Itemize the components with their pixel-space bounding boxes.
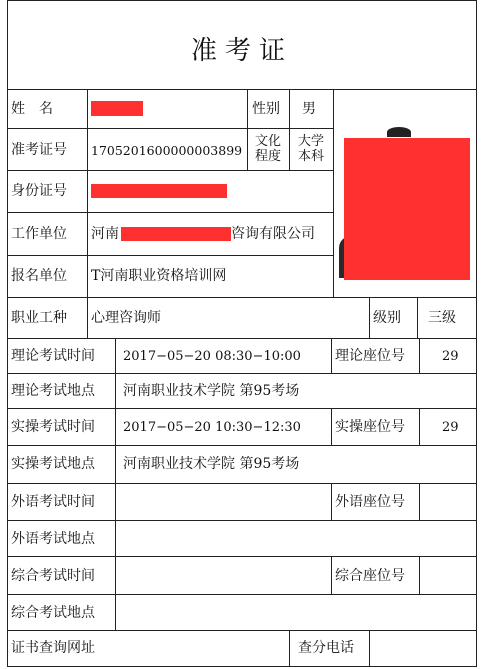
foreign-place-label: 外语考试地点	[11, 531, 95, 547]
practice-place-value: 河南职业技术学院 第95考场	[123, 456, 300, 472]
level-value: 三级	[428, 310, 456, 326]
theory-place-value: 河南职业技术学院 第95考场	[123, 383, 300, 399]
occupation-value: 心理咨询师	[91, 310, 161, 326]
employer-redaction	[121, 227, 231, 241]
ticket-title: 准考证	[190, 36, 293, 66]
theory-time-label: 理论考试时间	[11, 348, 95, 364]
gender-value: 男	[302, 101, 316, 117]
theory-time-value: 2017−05−20 08:30−10:00	[123, 349, 301, 364]
comprehensive-time-label: 综合考试时间	[11, 568, 95, 584]
level-label: 级别	[373, 310, 401, 326]
foreign-time-label: 外语考试时间	[11, 494, 95, 510]
exam-number-label: 准考证号	[11, 142, 67, 158]
practice-place-label: 实操考试地点	[11, 456, 95, 472]
employer-value-suffix: 咨询有限公司	[231, 226, 315, 242]
education-label: 文化 程度	[254, 134, 281, 164]
foreign-seat-label: 外语座位号	[335, 494, 405, 510]
practice-seat-label: 实操座位号	[335, 419, 405, 435]
score-phone-label: 查分电话	[298, 640, 354, 656]
id-card-label: 身份证号	[11, 183, 67, 199]
education-value: 大学 本科	[297, 134, 324, 164]
gender-label: 性别	[252, 101, 280, 117]
photo-redaction	[344, 138, 470, 280]
comprehensive-place-label: 综合考试地点	[11, 605, 95, 621]
employer-label: 工作单位	[11, 226, 67, 242]
registration-unit-value: T河南职业资格培训网	[91, 268, 227, 284]
certificate-query-url-label: 证书查询网址	[11, 640, 95, 656]
ticket-border	[7, 0, 477, 667]
admission-ticket	[7, 0, 477, 667]
theory-seat-label: 理论座位号	[335, 348, 405, 364]
name-label: 姓 名	[11, 101, 53, 117]
practice-seat-value: 29	[442, 420, 459, 435]
name-redaction	[91, 101, 143, 116]
employer-value-prefix: 河南	[91, 226, 119, 242]
comprehensive-seat-label: 综合座位号	[335, 568, 405, 584]
practice-time-label: 实操考试时间	[11, 419, 95, 435]
id-card-redaction	[91, 184, 227, 198]
occupation-label: 职业工种	[11, 310, 67, 326]
registration-unit-label: 报名单位	[11, 268, 67, 284]
practice-time-value: 2017−05−20 10:30−12:30	[123, 420, 301, 435]
exam-number-value: 1705201600000003899	[91, 143, 243, 158]
theory-seat-value: 29	[442, 349, 459, 364]
theory-place-label: 理论考试地点	[11, 383, 95, 399]
